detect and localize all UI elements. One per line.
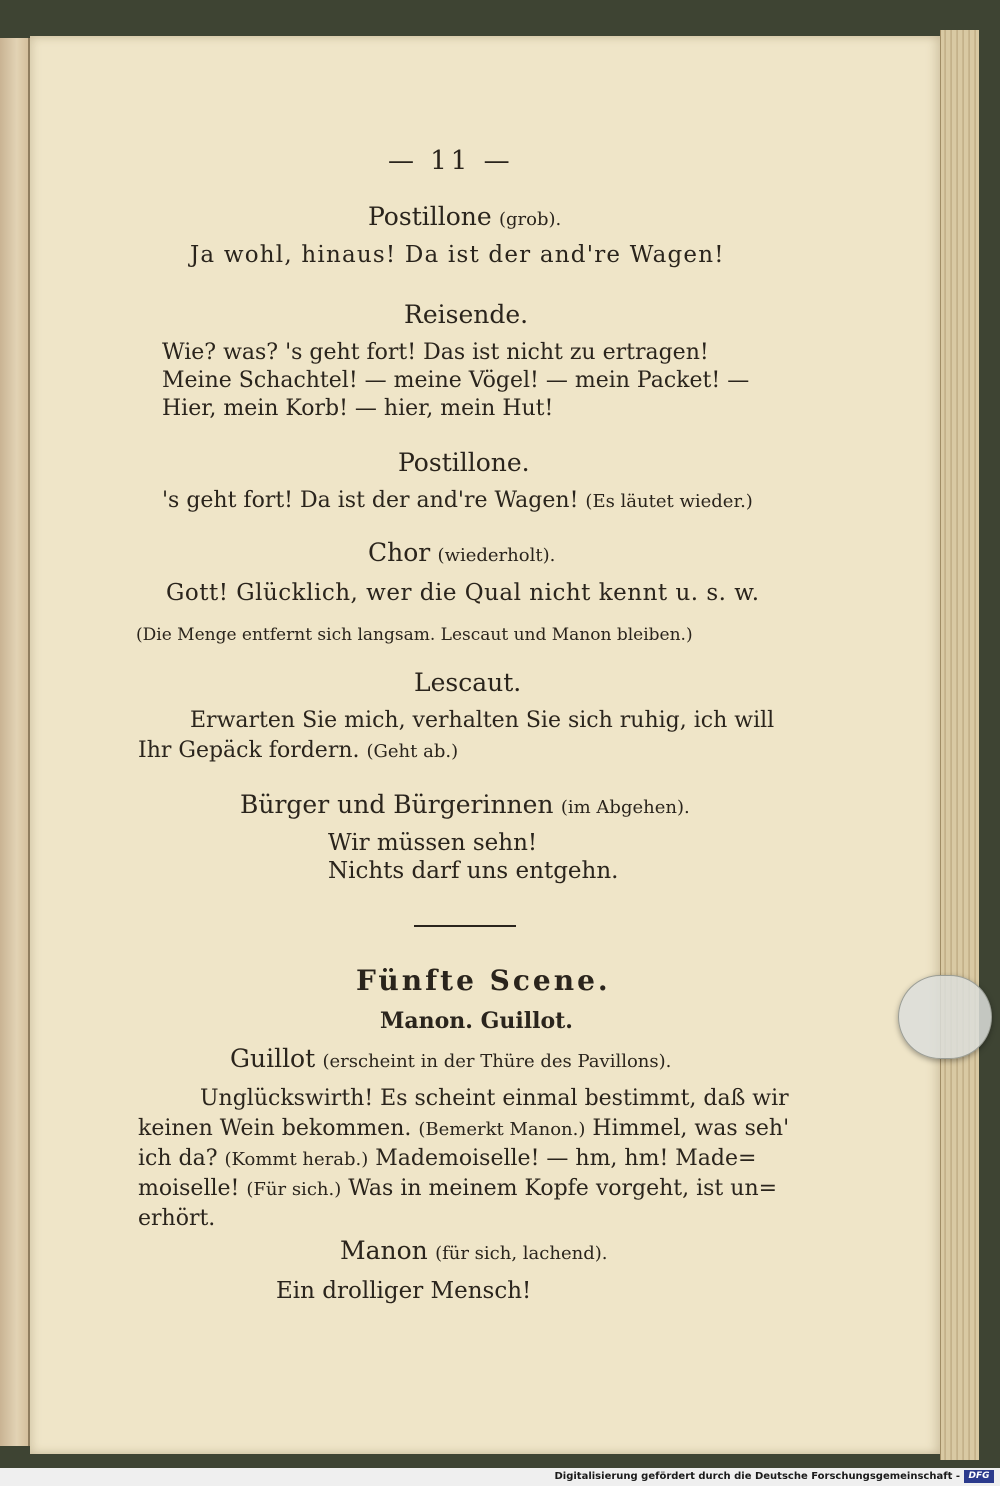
prose-line: Erwarten Sie mich, verhalten Sie sich ruhig, ich will [190, 708, 775, 733]
prose-text: Was in meinem Kopfe vorgeht, ist un= [348, 1176, 778, 1201]
prose-text: Himmel, was seh' [592, 1116, 790, 1141]
speaker-line [240, 790, 690, 823]
speaker-name: Postillone. [398, 448, 530, 477]
speaker-name: Postillone [368, 202, 492, 231]
scene-title: Fünfte Scene. [356, 964, 611, 997]
stage-direction: (erscheint in der Thüre des Pavillons). [322, 1051, 672, 1072]
footer-bar [0, 1468, 1000, 1486]
prose-text: Ihr Gepäck fordern. [138, 738, 360, 763]
stage-direction: (für sich, lachend). [435, 1243, 608, 1264]
stage-direction: (Für sich.) [246, 1179, 342, 1200]
page-number: — 11 — [388, 146, 514, 176]
prose-text: ich da? [138, 1146, 218, 1171]
speaker-line [230, 1044, 671, 1077]
stage-direction: (Kommt herab.) [224, 1149, 369, 1170]
prose-line [138, 1144, 756, 1175]
prose-line: Unglückswirth! Es scheint einmal bestimmt, daß wir [200, 1086, 789, 1111]
speaker-name: Reisende. [404, 300, 529, 329]
prose-text: keinen Wein bekommen. [138, 1116, 412, 1141]
verse-text: 's geht fort! Da ist der and're Wagen! [162, 488, 579, 513]
speaker-name: Guillot [230, 1044, 316, 1073]
speaker-name: Lescaut. [414, 668, 522, 697]
verse-line: Wie? was? 's geht fort! Das ist nicht zu ertragen! [162, 340, 709, 365]
prose-line [138, 1114, 789, 1145]
prose-text: Mademoiselle! — hm, hm! Made= [375, 1146, 757, 1171]
speaker-line [368, 202, 561, 235]
speaker-line [368, 538, 555, 571]
stage-direction: (im Abgehen). [560, 797, 690, 818]
dfg-logo: DFG [964, 1470, 994, 1483]
prose-line [138, 736, 458, 767]
verse-line: Ein drolliger Mensch! [276, 1278, 532, 1304]
prose-line [138, 1174, 777, 1205]
speaker-name: Manon [340, 1236, 428, 1265]
verse-line: Nichts darf uns entgehn. [328, 858, 619, 884]
verse-line: Meine Schachtel! — meine Vögel! — mein Packet! — [162, 368, 750, 393]
prose-text: moiselle! [138, 1176, 240, 1201]
scene-cast: Manon. Guillot. [380, 1008, 573, 1034]
verse-line: Hier, mein Korb! — hier, mein Hut! [162, 396, 554, 421]
stage-direction: (Bemerkt Manon.) [418, 1119, 586, 1140]
section-divider [414, 925, 516, 927]
stage-direction: (Die Menge entfernt sich langsam. Lescaut und Manon bleiben.) [136, 625, 693, 645]
verse-line [162, 486, 753, 517]
speaker-name: Bürger und Bürgerinnen [240, 790, 554, 819]
stage-direction: (wiederholt). [437, 545, 556, 566]
verse-line: Ja wohl, hinaus! Da ist der and're Wagen! [190, 242, 725, 268]
prose-line: erhört. [138, 1206, 216, 1231]
speaker-line [340, 1236, 607, 1269]
funding-credit: Digitalisierung gefördert durch die Deutsche Forschungsgemeinschaft - [554, 1471, 960, 1482]
stage-direction: (Es läutet wieder.) [585, 491, 753, 512]
verse-line: Wir müssen sehn! [328, 830, 538, 856]
stage-direction: (grob). [498, 209, 562, 230]
verse-line: Gott! Glücklich, wer die Qual nicht kennt u. s. w. [166, 580, 760, 606]
speaker-name: Chor [368, 538, 431, 567]
stage-direction: (Geht ab.) [366, 741, 459, 762]
